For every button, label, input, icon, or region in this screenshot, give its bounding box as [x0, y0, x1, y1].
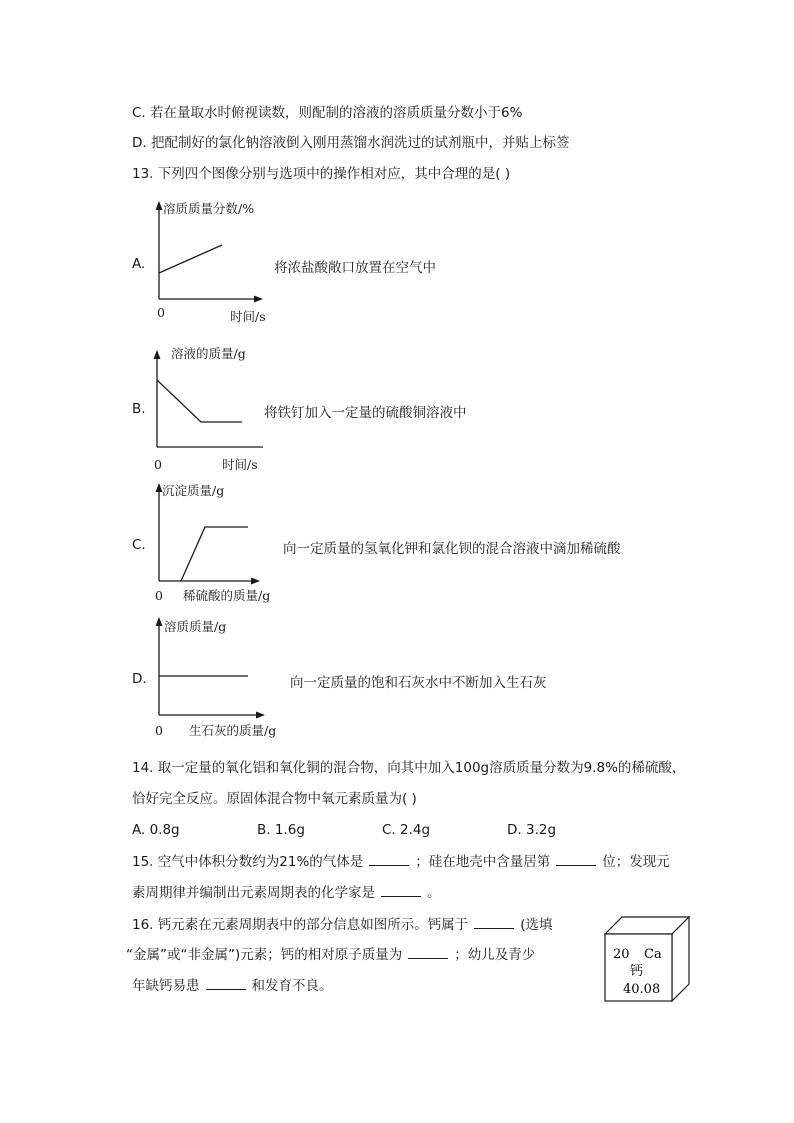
q13-graph-c-xlabel: 稀硫酸的质量/g	[183, 588, 271, 603]
q13-option-c-desc: 向一定质量的氢氧化钾和氯化钡的混合溶液中滴加稀硫酸	[283, 541, 621, 557]
q16-blank-1[interactable]	[474, 916, 514, 929]
q13-graph-a-ylabel: 溶质质量分数/%	[163, 201, 255, 216]
q16-line3b: 和发育不良。	[251, 978, 333, 994]
q16-line2	[126, 946, 535, 964]
q14-choice-a: A. 0.8g	[132, 822, 180, 838]
q13-option-c-letter: C.	[132, 537, 146, 553]
q13-graph-a	[145, 198, 280, 328]
q15-blank-3[interactable]	[381, 884, 421, 897]
q16-line1	[132, 916, 553, 934]
prev-option-d: D. 把配制好的氯化钠溶液倒入刚用蒸馏水润洗过的试剂瓶中，并贴上标签	[132, 135, 570, 151]
q13-graph-c-origin: 0	[155, 588, 163, 603]
q13-graph-c-ylabel: 沉淀质量/g	[162, 483, 225, 498]
q13-graph-b-curve	[157, 380, 242, 422]
q13-option-d-desc: 向一定质量的饱和石灰水中不断加入生石灰	[290, 675, 547, 691]
q13-graph-b-origin: 0	[154, 457, 162, 472]
q14-choice-d: D. 3.2g	[507, 822, 557, 838]
q15-line2a: 素周期律并编制出元素周期表的化学家是	[132, 885, 375, 901]
q14-line2: 恰好完全反应。原固体混合物中氧元素质量为( )	[132, 791, 417, 807]
q13-graph-b-ylabel: 溶液的质量/g	[171, 346, 246, 361]
q13-graph-d	[145, 614, 295, 739]
q13-option-d-letter: D.	[132, 671, 147, 687]
q13-graph-a-curve	[159, 245, 222, 273]
element-symbol: Ca	[644, 947, 662, 962]
element-name: 钙	[630, 964, 644, 979]
q13-graph-c	[145, 480, 295, 605]
q13-graph-d-xlabel: 生石灰的质量/g	[189, 723, 277, 738]
q16-line3	[132, 977, 333, 995]
q13-option-a-desc: 将浓盐酸敞口放置在空气中	[274, 260, 436, 276]
q14-line1: 14. 取一定量的氧化铝和氧化铜的混合物，向其中加入100g溶质质量分数为9.8%的稀硫酸，	[132, 760, 686, 776]
q14-choice-c: C. 2.4g	[382, 822, 431, 838]
q13-graph-c-curve	[181, 527, 248, 581]
q15-part3: 位；发现元	[602, 854, 670, 870]
q13-option-a-letter: A.	[132, 256, 146, 272]
q13-graph-b-xlabel: 时间/s	[222, 457, 258, 472]
q15-part2: ；硅在地壳中含量居第	[415, 854, 551, 870]
element-atomic-number: 20	[613, 947, 630, 962]
q13-stem: 13. 下列四个图像分别与选项中的操作相对应，其中合理的是( )	[132, 166, 511, 182]
q16-line2b: ；幼儿及青少	[454, 947, 536, 963]
q15-line2	[132, 884, 441, 902]
q13-graph-a-origin: 0	[157, 305, 165, 320]
q13-graph-d-origin: 0	[155, 723, 163, 738]
calcium-element-card	[604, 916, 690, 1002]
element-mass: 40.08	[623, 982, 661, 997]
prev-option-c: C. 若在量取水时俯视读数，则配制的溶液的溶质质量分数小于6%	[132, 105, 523, 121]
q13-option-b-desc: 将铁钉加入一定量的硫酸铜溶液中	[264, 405, 467, 421]
q16-blank-2[interactable]	[408, 946, 448, 959]
q15-blank-2[interactable]	[556, 853, 596, 866]
q16-part1: 16. 钙元素在元素周期表中的部分信息如图所示。钙属于	[132, 917, 469, 933]
q14-choice-b: B. 1.6g	[257, 822, 305, 838]
q15-part1: 15. 空气中体积分数约为21%的气体是	[132, 854, 364, 870]
q16-line2a: “金属”或“非金属”)元素；钙的相对原子质量为	[126, 947, 403, 963]
q16-part2: (选填	[520, 917, 553, 933]
q16-blank-3[interactable]	[206, 977, 246, 990]
q15-line2b: 。	[427, 885, 441, 901]
q13-graph-b	[143, 340, 278, 475]
q13-option-b-letter: B.	[132, 401, 146, 417]
q13-graph-a-xlabel: 时间/s	[230, 309, 266, 324]
q13-graph-d-ylabel: 溶质质量/g	[164, 619, 227, 634]
q15-line1	[132, 853, 670, 871]
q16-line3a: 年缺钙易患	[132, 978, 200, 994]
q15-blank-1[interactable]	[369, 853, 409, 866]
